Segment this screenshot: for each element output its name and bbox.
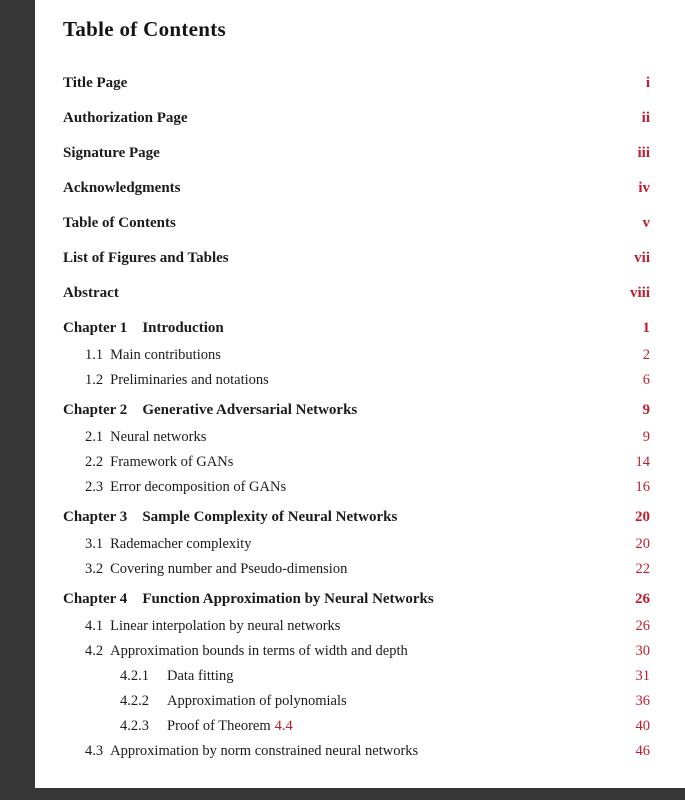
toc-subsection-entry: [120, 716, 650, 736]
toc-section-number: 1.2: [85, 372, 104, 388]
toc-entry-label: Generative Adversarial Networks: [142, 402, 358, 418]
toc-entry-label: Introduction: [142, 320, 224, 336]
toc-entry-label: Covering number and Pseudo-dimension: [110, 561, 348, 577]
toc-section-number: 4.1: [85, 618, 104, 634]
toc-chapter-entry: [63, 507, 650, 527]
toc-page-link[interactable]: 31: [635, 668, 650, 684]
toc-section-entry: [85, 616, 650, 636]
toc-entry-label: Proof of Theorem: [167, 718, 271, 734]
toc-section-number: 2.2: [85, 454, 104, 470]
toc-entry-label: Sample Complexity of Neural Networks: [142, 509, 398, 525]
toc-subsection-number: 4.2.2: [120, 693, 149, 709]
theorem-reference-link[interactable]: 4.4: [274, 718, 293, 734]
toc-page-link[interactable]: ii: [641, 110, 650, 126]
toc-front-entry: [63, 108, 650, 128]
toc-page-link[interactable]: 26: [635, 591, 650, 607]
toc-page-link[interactable]: v: [642, 215, 650, 231]
toc-section-entry: [85, 534, 650, 554]
page-title: Table of Contents: [63, 17, 227, 41]
toc-section-entry: [85, 370, 650, 390]
toc-front-entry: [63, 178, 650, 198]
toc-section-entry: [85, 559, 650, 579]
toc-page-link[interactable]: 2: [642, 347, 650, 363]
toc-section-number: 2.3: [85, 479, 104, 495]
toc-entry-label: Title Page: [63, 75, 128, 91]
toc-page-link[interactable]: 20: [635, 536, 650, 552]
toc-entry-label: Acknowledgments: [63, 180, 181, 196]
toc-page-link[interactable]: 9: [642, 402, 650, 418]
toc-entry-label: Signature Page: [63, 145, 160, 161]
toc-section-entry: [85, 641, 650, 661]
toc-entry-label: Table of Contents: [63, 215, 176, 231]
toc-page-link[interactable]: viii: [629, 285, 650, 301]
toc-section-number: 3.1: [85, 536, 104, 552]
toc-section-number: 3.2: [85, 561, 104, 577]
toc-entry-label: Error decomposition of GANs: [110, 479, 287, 495]
toc-section-entry: [85, 477, 650, 497]
toc-entry-label: Approximation bounds in terms of width and depth: [110, 643, 408, 659]
toc-chapter-number: Chapter 3: [63, 509, 128, 525]
toc-entry-label: Rademacher complexity: [110, 536, 252, 552]
toc-page-link[interactable]: i: [645, 75, 650, 91]
toc-front-entry: [63, 248, 650, 268]
toc-page-link[interactable]: 46: [635, 743, 650, 759]
toc-page-link[interactable]: vii: [634, 250, 650, 266]
toc-entry-label: Linear interpolation by neural networks: [110, 618, 341, 634]
toc-section-entry: [85, 452, 650, 472]
toc-section-number: 4.3: [85, 743, 104, 759]
toc-page-link[interactable]: 16: [635, 479, 650, 495]
toc-chapter-number: Chapter 1: [63, 320, 128, 336]
toc-section-number: 4.2: [85, 643, 104, 659]
document-page: [35, 0, 685, 788]
toc-page-link[interactable]: 14: [635, 454, 650, 470]
toc-section-number: 1.1: [85, 347, 104, 363]
toc-subsection-entry: [120, 666, 650, 686]
toc-entry-label: List of Figures and Tables: [63, 250, 229, 266]
toc-page-link[interactable]: 6: [642, 372, 650, 388]
toc-entry-label: Main contributions: [110, 347, 221, 363]
toc-entry-label: Authorization Page: [63, 110, 188, 126]
toc-front-entry: [63, 283, 650, 303]
toc-entry-label: Approximation by norm constrained neural networks: [110, 743, 419, 759]
toc-page-link[interactable]: 26: [635, 618, 650, 634]
toc-section-number: 2.1: [85, 429, 104, 445]
toc-section-entry: [85, 427, 650, 447]
toc-page-link[interactable]: 36: [635, 693, 650, 709]
table-of-contents: [63, 73, 650, 761]
toc-chapter-entry: [63, 400, 650, 420]
toc-page-link[interactable]: 30: [635, 643, 650, 659]
toc-subsection-entry: [120, 691, 650, 711]
toc-section-entry: [85, 741, 650, 761]
toc-subsection-number: 4.2.3: [120, 718, 149, 734]
toc-chapter-number: Chapter 4: [63, 591, 128, 607]
toc-subsection-number: 4.2.1: [120, 668, 149, 684]
toc-front-entry: [63, 213, 650, 233]
toc-front-entry: [63, 73, 650, 93]
toc-entry-label: Function Approximation by Neural Networks: [142, 591, 434, 607]
toc-page-link[interactable]: 20: [635, 509, 650, 525]
toc-entry-label: Neural networks: [110, 429, 207, 445]
toc-chapter-entry: [63, 318, 650, 338]
toc-entry-label: Framework of GANs: [110, 454, 234, 470]
toc-page-link[interactable]: 22: [635, 561, 650, 577]
toc-entry-label: Data fitting: [167, 668, 234, 684]
toc-chapter-number: Chapter 2: [63, 402, 128, 418]
toc-page-link[interactable]: 9: [642, 429, 650, 445]
toc-chapter-entry: [63, 589, 650, 609]
toc-page-link[interactable]: 1: [642, 320, 650, 336]
toc-page-link[interactable]: 40: [635, 718, 650, 734]
toc-section-entry: [85, 345, 650, 365]
toc-entry-label: Abstract: [63, 285, 119, 301]
toc-entry-label: Preliminaries and notations: [110, 372, 269, 388]
toc-page-link[interactable]: iii: [637, 145, 650, 161]
toc-entry-label: Approximation of polynomials: [167, 693, 347, 709]
toc-page-link[interactable]: iv: [638, 180, 650, 196]
toc-front-entry: [63, 143, 650, 163]
